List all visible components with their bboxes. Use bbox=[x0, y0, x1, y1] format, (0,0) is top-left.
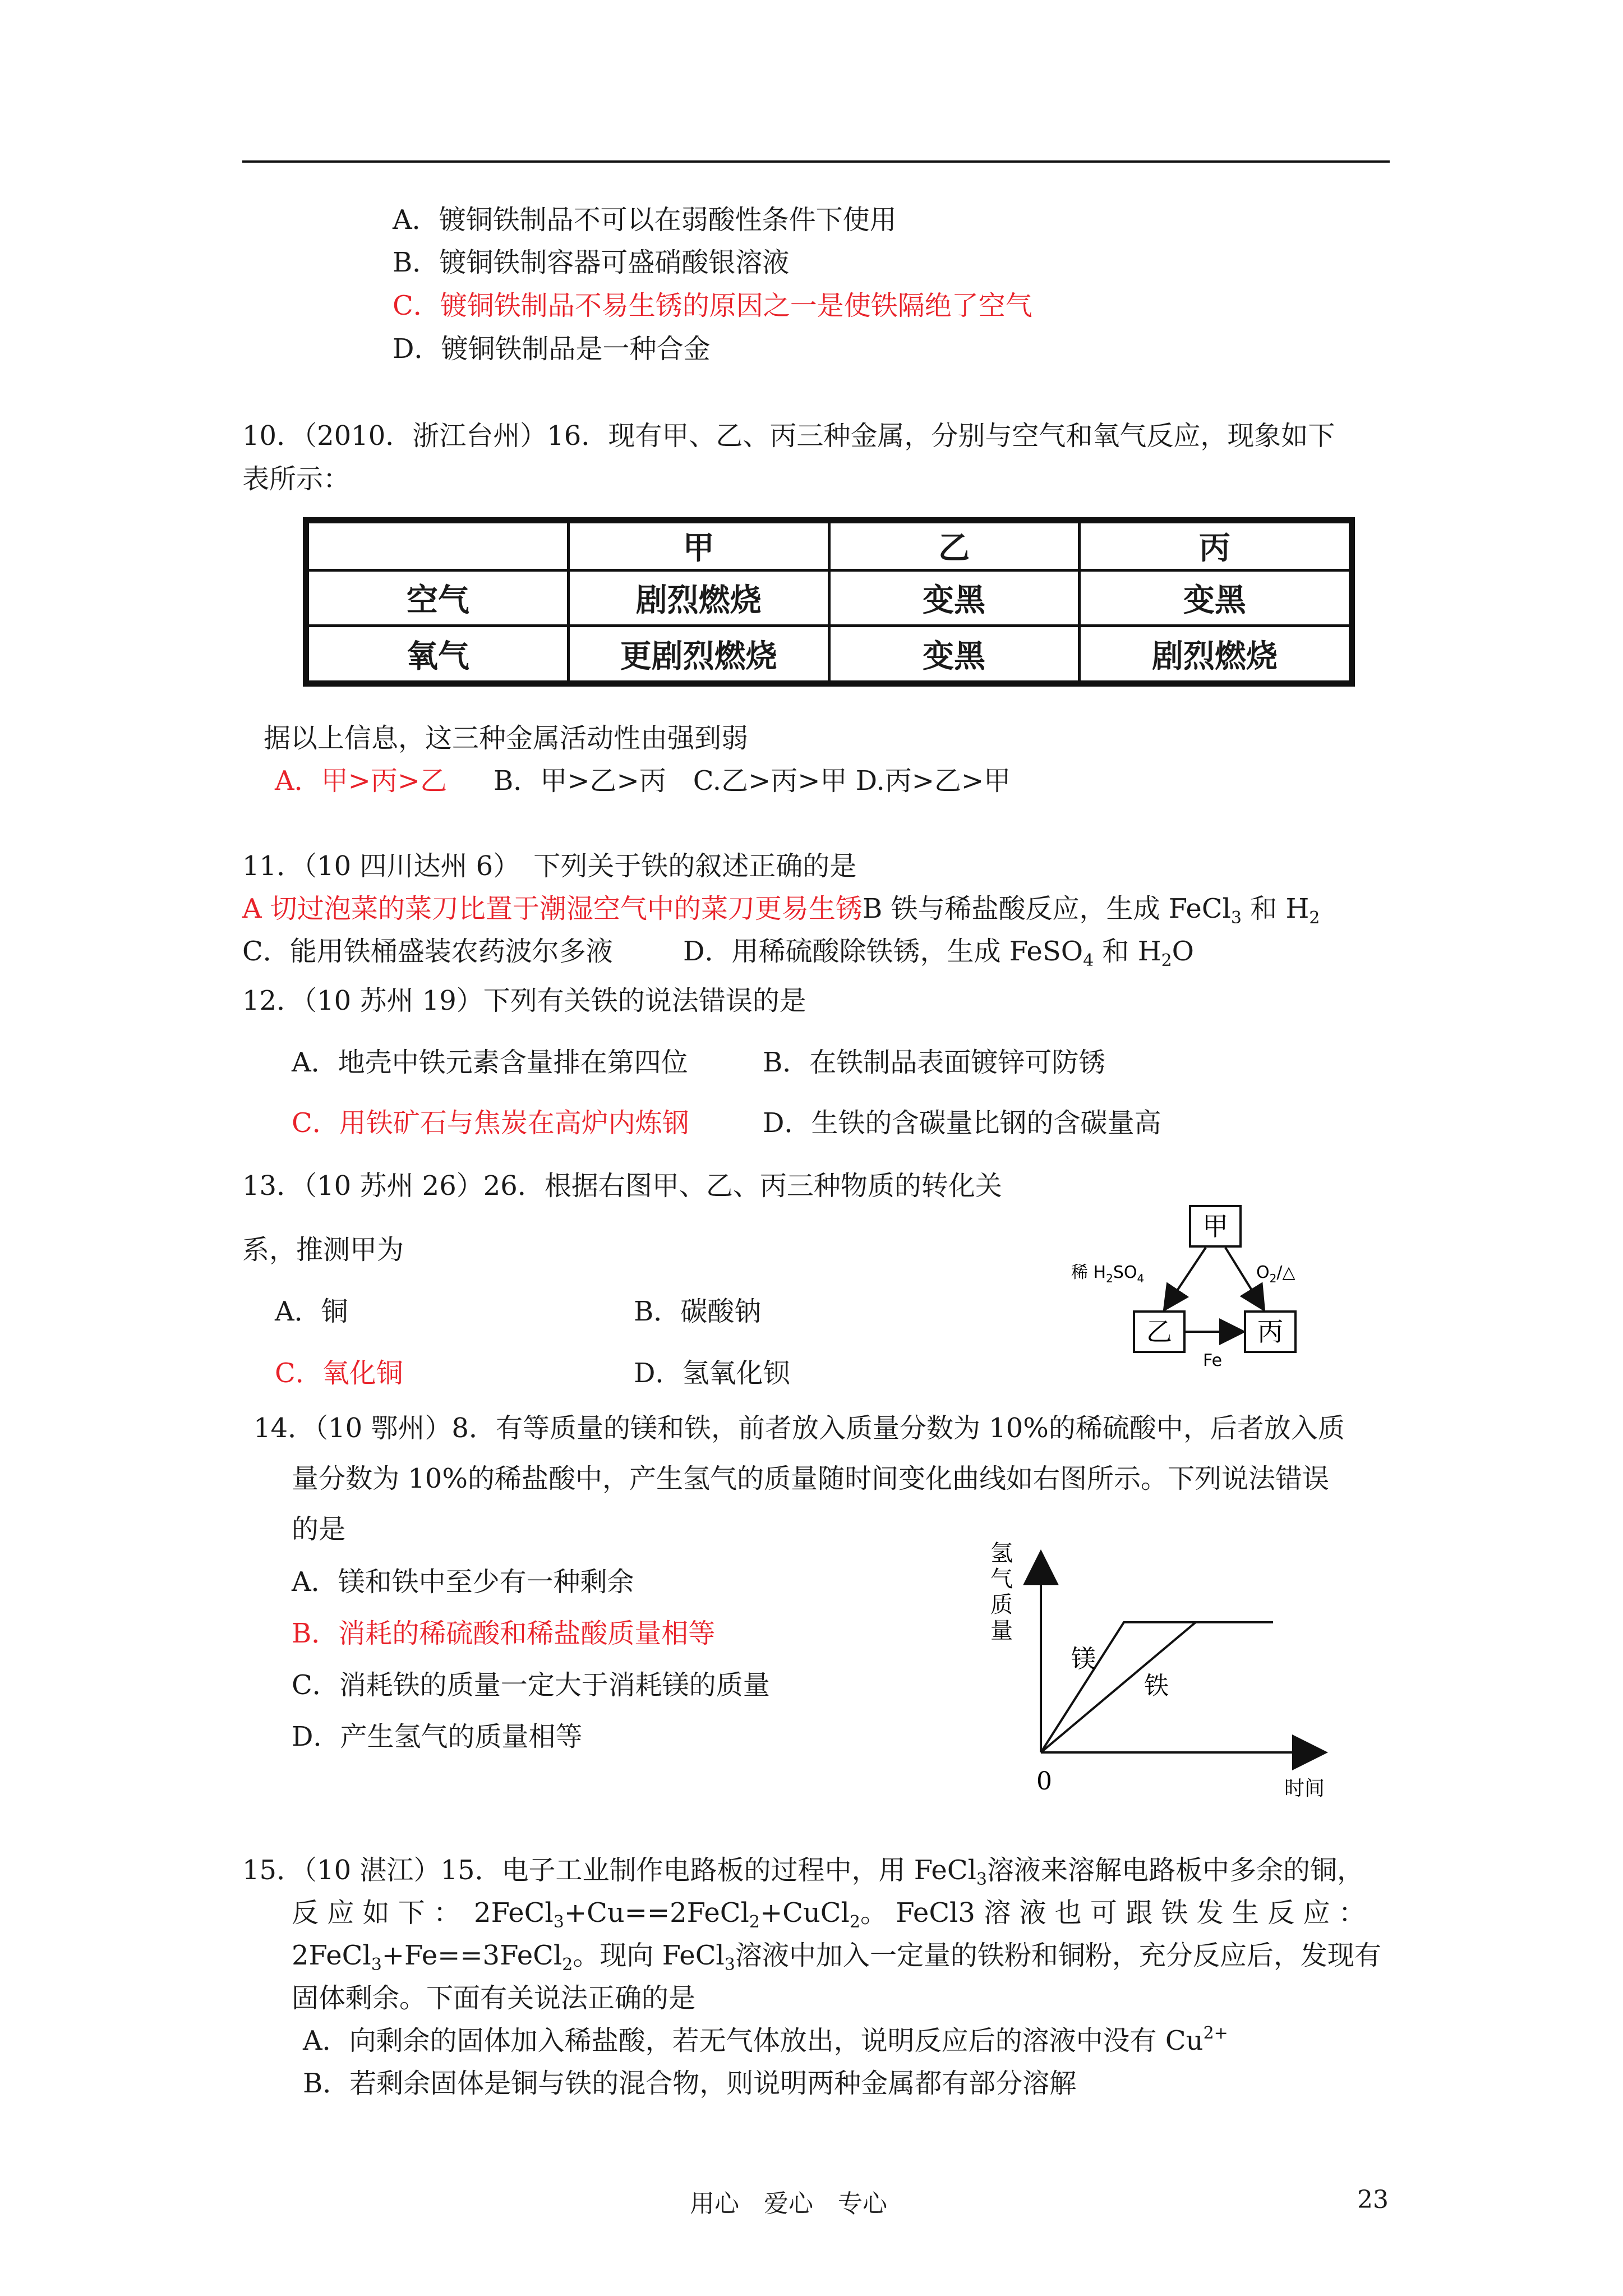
q14-option-d: D．产生氢气的质量相等 bbox=[292, 1721, 583, 1752]
page-number: 23 bbox=[1357, 2185, 1389, 2214]
q10-table bbox=[303, 517, 1355, 687]
q14-option-a: A．镁和铁中至少有一种剩余 bbox=[292, 1566, 634, 1598]
table-cell: 变黑 bbox=[829, 626, 1079, 682]
q15-line4: 固体剩余。下面有关说法正确的是 bbox=[292, 1982, 696, 2014]
q12-stem: 12．（10 苏州 19）下列有关铁的说法错误的是 bbox=[242, 985, 806, 1016]
label-fe: Fe bbox=[1203, 1351, 1223, 1370]
q11-option-b: B 铁与稀盐酸反应，生成 FeCl$_3$ 和 $H_2$ bbox=[862, 893, 1320, 928]
table-row-label: 氧气 bbox=[308, 626, 569, 682]
q11-option-d: D．用稀硫酸除铁锈，生成 FeSO$_4$ 和 $H_2O$ bbox=[683, 936, 1195, 970]
q13-option-b: B．碳酸钠 bbox=[634, 1296, 762, 1327]
table-cell: 变黑 bbox=[829, 570, 1079, 626]
q14-stem-line3: 的是 bbox=[292, 1513, 346, 1545]
q10-stem-line2: 表所示： bbox=[242, 463, 351, 495]
q14-option-b-answer: B．消耗的稀硫酸和稀盐酸质量相等 bbox=[292, 1618, 716, 1649]
q10-stem-line1: 10．（2010．浙江台州）16．现有甲、乙、丙三种金属，分别与空气和氧气反应，现象如下 bbox=[242, 420, 1335, 452]
q13-option-c-answer: C．氧化铜 bbox=[275, 1358, 403, 1389]
q9-option-d: D．镀铜铁制品是一种合金 bbox=[393, 333, 711, 365]
arrow-jia-to-yi bbox=[1165, 1248, 1206, 1308]
table-row-label: 空气 bbox=[308, 570, 569, 626]
table-header-cell: 甲 bbox=[568, 522, 829, 570]
table-cell: 剧烈燃烧 bbox=[568, 570, 829, 626]
q15-line1: 15．（10 湛江）15．电子工业制作电路板的过程中，用 FeCl$_3$溶液来溶解电路板中多余的铜， bbox=[242, 1855, 1364, 1889]
node-bing-label: 丙 bbox=[1257, 1317, 1283, 1347]
table-header-cell bbox=[308, 522, 569, 570]
origin-label: 0 bbox=[1036, 1767, 1052, 1796]
table-cell: 更剧烈燃烧 bbox=[568, 626, 829, 682]
y-label-char-1: 氢 bbox=[990, 1540, 1013, 1566]
q12-option-d: D．生铁的含碳量比钢的含碳量高 bbox=[763, 1107, 1161, 1139]
q11-line-ab bbox=[242, 891, 1320, 927]
footer-motto: 用心 爱心 专心 bbox=[690, 2189, 887, 2218]
q12-option-b: B．在铁制品表面镀锌可防锈 bbox=[763, 1047, 1106, 1078]
label-mg: 镁 bbox=[1071, 1645, 1096, 1673]
q14-stem-line1: 14．（10 鄂州）8．有等质量的镁和铁，前者放入质量分数为 10%的稀硫酸中，后者放入质 bbox=[253, 1412, 1345, 1444]
table-header-cell: 丙 bbox=[1079, 522, 1350, 570]
y-axis-label bbox=[990, 1540, 1020, 1644]
q10-after-text: 据以上信息，这三种金属活动性由强到弱 bbox=[264, 723, 749, 754]
x-axis-label: 时间 bbox=[1284, 1777, 1325, 1800]
q14-stem-line2: 量分数为 10%的稀盐酸中，产生氢气的质量随时间变化曲线如右图所示。下列说法错误 bbox=[292, 1463, 1329, 1494]
q15-line2: 反 应 如 下 ： 2FeCl$_3$+Cu==2FeCl$_2$+CuCl$_2$。 FeCl3 溶 液 也 可 跟 铁 发 生 反 应 ： bbox=[292, 1897, 1366, 1932]
q11-option-a-answer: A 切过泡菜的菜刀比置于潮湿空气中的菜刀更易生锈 bbox=[242, 893, 863, 924]
y-label-char-4: 量 bbox=[990, 1618, 1013, 1644]
q15-option-a: A．向剩余的固体加入稀盐酸，若无气体放出，说明反应后的溶液中没有 $Cu^{2+}$ bbox=[303, 2023, 1228, 2056]
q13-stem-line2: 系，推测甲为 bbox=[242, 1234, 404, 1266]
q9-option-b: B．镀铜铁制容器可盛硝酸银溶液 bbox=[393, 247, 790, 278]
node-yi-label: 乙 bbox=[1146, 1317, 1172, 1347]
q11-stem: 11．（10 四川达州 6） 下列关于铁的叙述正确的是 bbox=[242, 850, 857, 882]
table-cell: 变黑 bbox=[1079, 570, 1350, 626]
q15-option-b: B．若剩余固体是铜与铁的混合物，则说明两种金属都有部分溶解 bbox=[303, 2068, 1077, 2099]
q13-option-d: D．氢氧化钡 bbox=[634, 1358, 790, 1389]
q14-hydrogen-mass-graph bbox=[987, 1537, 1346, 1801]
label-fe: 铁 bbox=[1144, 1672, 1169, 1700]
q12-option-a: A．地壳中铁元素含量排在第四位 bbox=[292, 1047, 688, 1078]
label-dilute-sulfuric-acid: 稀 $H_2SO_4$ bbox=[1071, 1263, 1145, 1285]
q10-option-a-answer: A．甲>丙>乙 bbox=[275, 765, 448, 797]
q9-option-a: A．镀铜铁制品不可以在弱酸性条件下使用 bbox=[393, 204, 897, 236]
fe-curve bbox=[1041, 1622, 1196, 1752]
q15-line3: 2FeCl$_3$+Fe==3FeCl$_2$。现向 FeCl$_3$溶液中加入一定量的铁粉和铜粉，充分反应后，发现有 bbox=[292, 1940, 1381, 1975]
q10-other-options: B．甲>乙>丙 C.乙>丙>甲 D.丙>乙>甲 bbox=[494, 765, 1011, 797]
q9-option-c-answer: C．镀铜铁制品不易生锈的原因之一是使铁隔绝了空气 bbox=[393, 290, 1032, 321]
q14-option-c: C．消耗铁的质量一定大于消耗镁的质量 bbox=[292, 1669, 770, 1701]
node-jia-label: 甲 bbox=[1202, 1211, 1228, 1241]
y-label-char-2: 气 bbox=[990, 1566, 1013, 1592]
y-label-char-3: 质 bbox=[990, 1592, 1013, 1618]
label-oxygen-heat: $O_2/\triangle$ bbox=[1256, 1263, 1295, 1285]
q13-conversion-diagram bbox=[1066, 1189, 1380, 1374]
q11-option-c: C．能用铁桶盛装农药波尔多液 bbox=[242, 936, 613, 967]
q12-option-c-answer: C．用铁矿石与焦炭在高炉内炼钢 bbox=[292, 1107, 689, 1139]
q13-option-a: A．铜 bbox=[275, 1296, 348, 1327]
table-header-cell: 乙 bbox=[829, 522, 1079, 570]
q13-stem-line1: 13．（10 苏州 26）26．根据右图甲、乙、丙三种物质的转化关 bbox=[242, 1170, 1002, 1202]
header-rule bbox=[242, 160, 1390, 163]
table-cell: 剧烈燃烧 bbox=[1079, 626, 1350, 682]
